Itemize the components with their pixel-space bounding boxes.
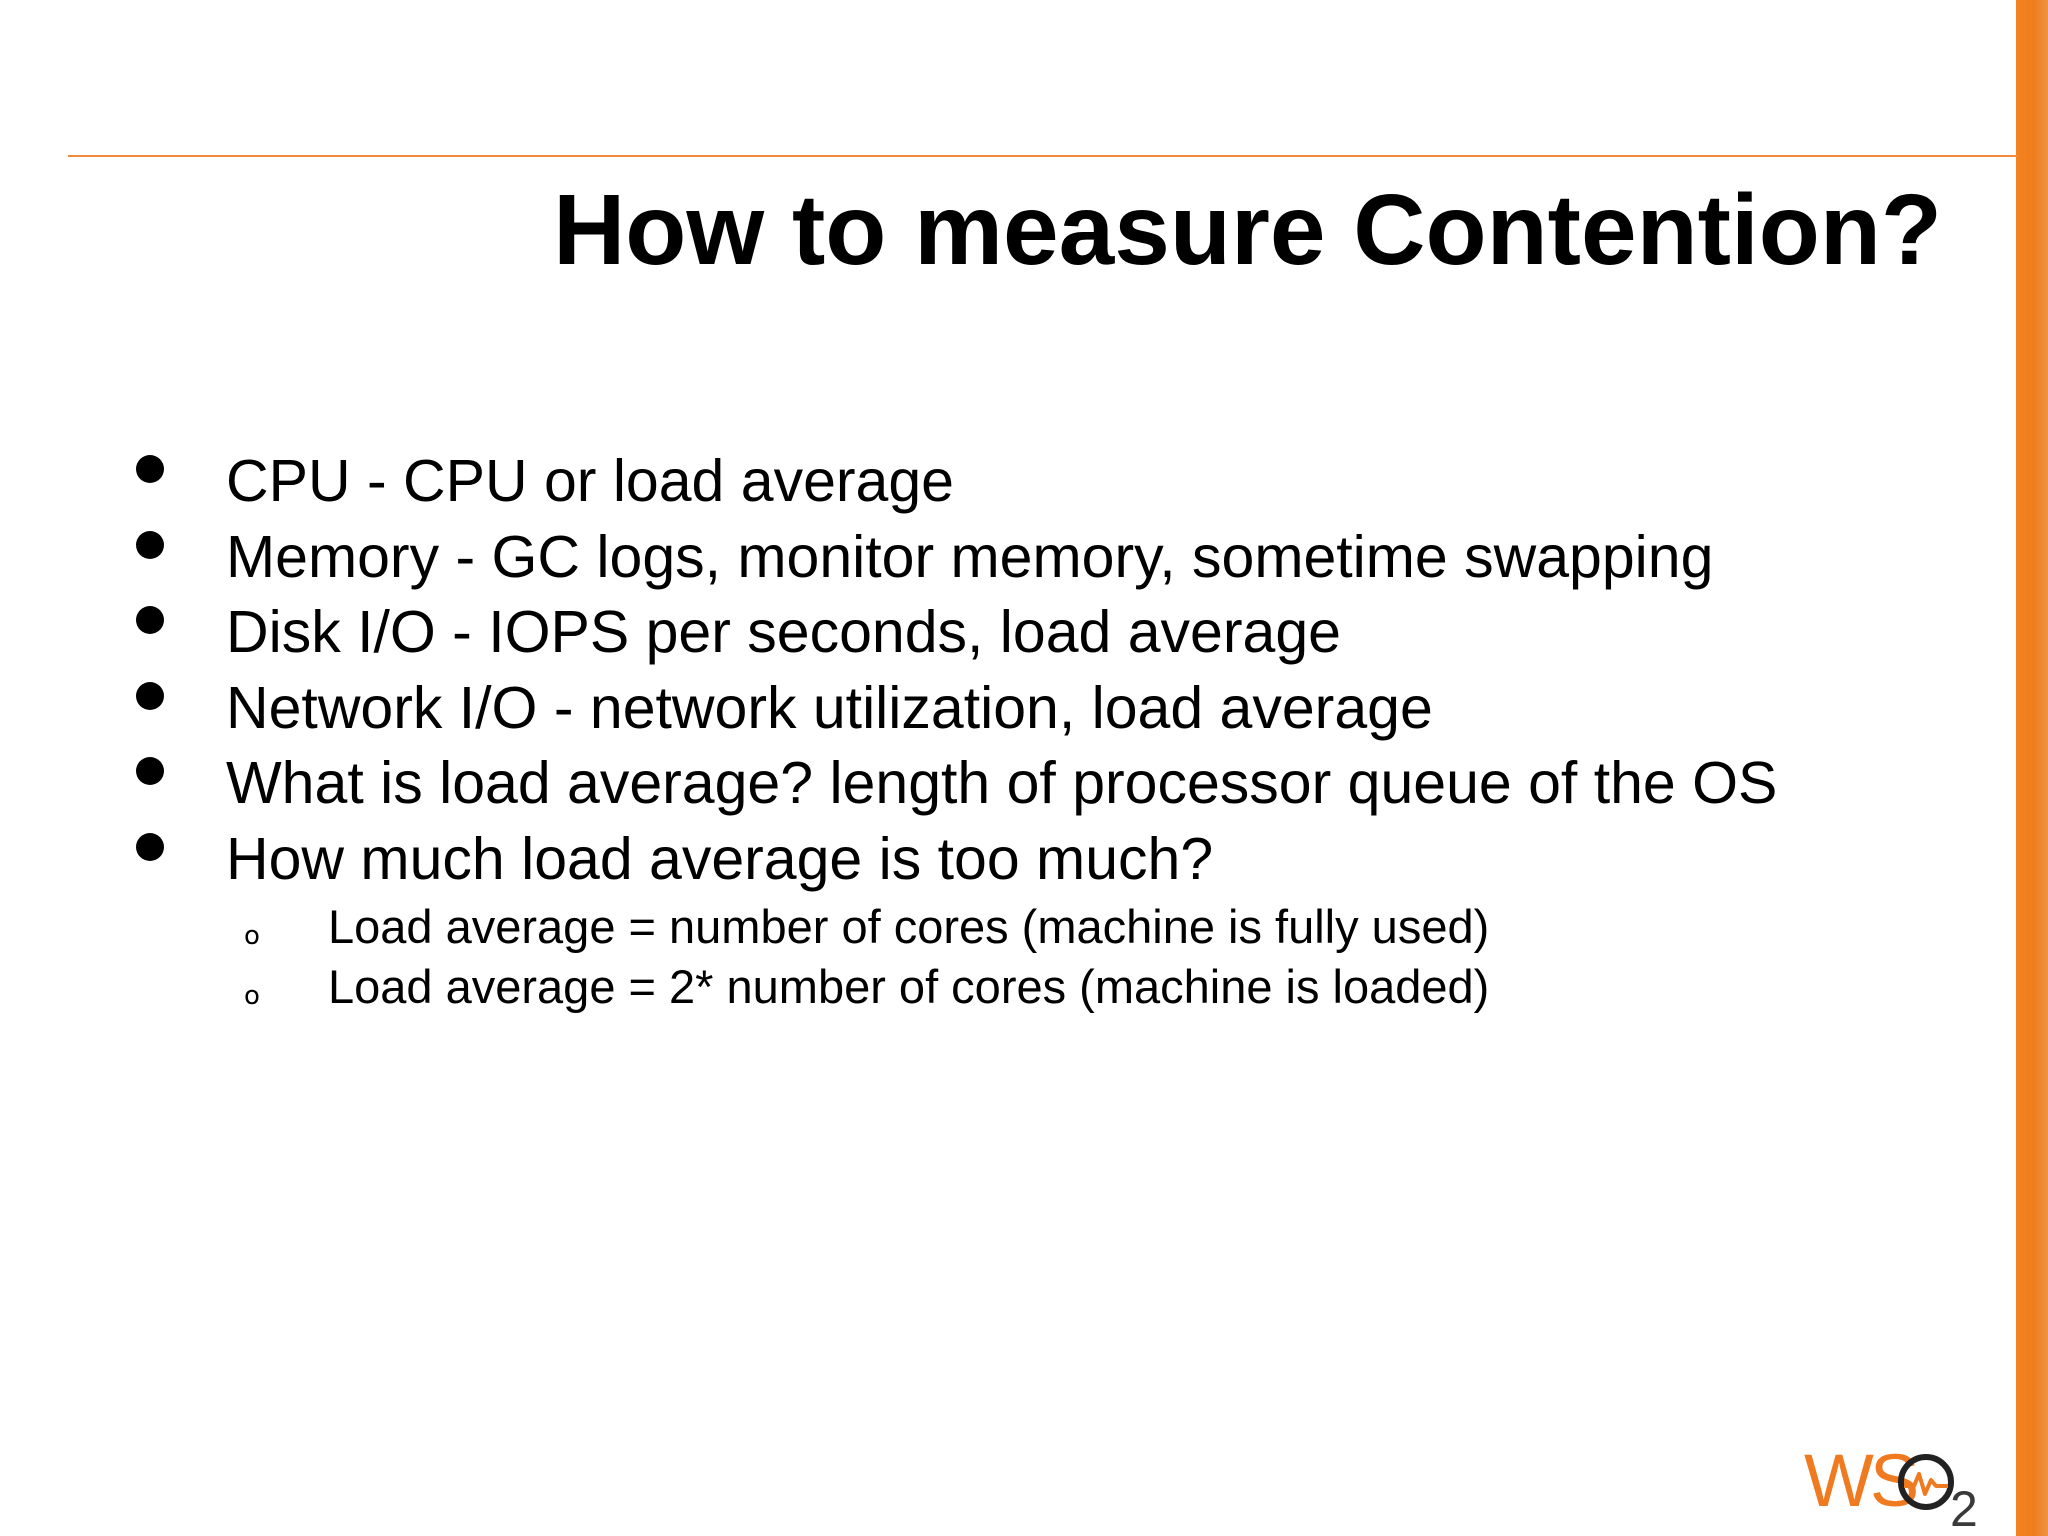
svg-text:WS: WS [1804,1440,1916,1522]
bullet-icon [136,833,164,861]
list-item [0,446,1990,522]
list-item [0,522,1990,598]
sub-list-item [0,899,1990,959]
sub-bullet-text: Load average = 2* number of cores (machine is loaded) [328,960,1490,1013]
circle-bullet-icon: o [244,981,260,1011]
bullet-text: How much load average is too much? [226,825,1214,892]
bullet-icon [136,531,164,559]
list-item [0,597,1990,673]
svg-text:2: 2 [1950,1481,1978,1530]
list-item [0,824,1990,900]
header-divider [68,155,2018,157]
bullet-text: What is load average? length of processor queue of the OS [226,750,1778,816]
circle-bullet-icon: o [244,921,260,951]
bullet-text: CPU - CPU or load average [226,448,954,514]
bullet-icon [136,455,164,483]
bullet-icon [136,682,164,710]
bullet-icon [136,606,164,634]
sub-list-item [0,959,1990,1019]
bullet-text: Disk I/O - IOPS per seconds, load average [226,599,1341,665]
bullet-text: Memory - GC logs, monitor memory, sometime swapping [226,523,1714,590]
list-item [0,673,1990,749]
slide-title: How to measure Contention? [553,174,1942,286]
bullet-icon [136,757,164,785]
bullet-list [0,446,1990,1019]
sub-bullet-text: Load average = number of cores (machine is fully used) [328,900,1490,953]
bullet-text: Network I/O - network utilization, load average [226,674,1433,741]
list-item [0,748,1990,824]
wso2-logo-icon [1800,1440,1990,1530]
accent-sidebar [2016,0,2048,1536]
